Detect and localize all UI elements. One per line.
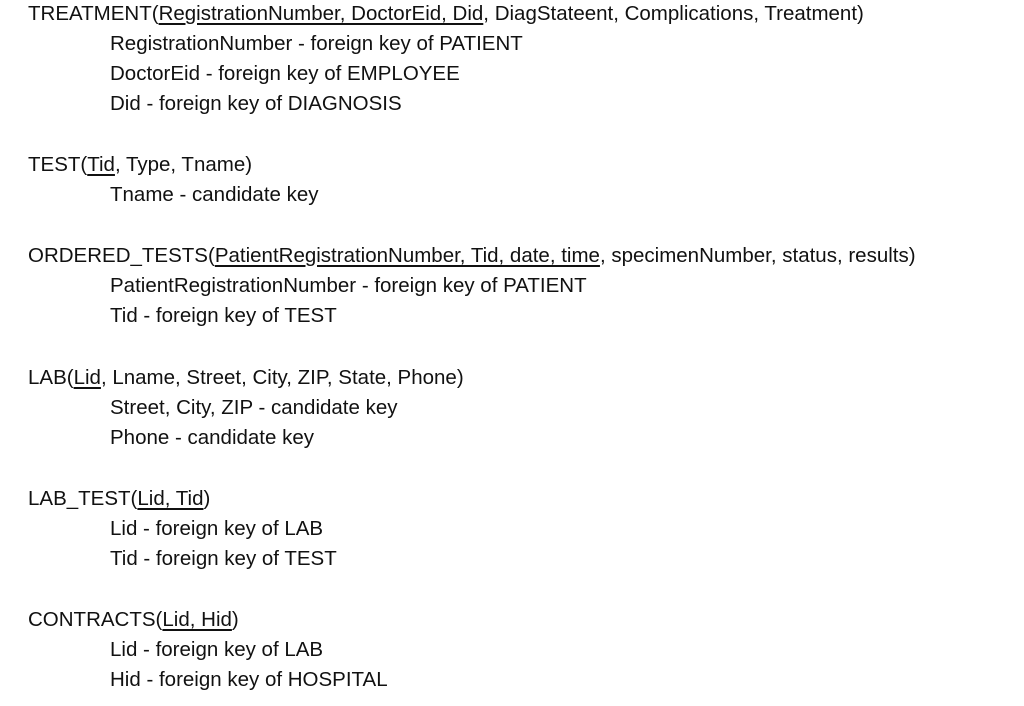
primary-key-attributes: Lid (73, 366, 101, 389)
primary-key-attributes: RegistrationNumber, DoctorEid, Did (158, 2, 484, 25)
relation-name: TREATMENT( (28, 2, 159, 25)
relation-contracts-heading (28, 606, 239, 634)
relation-name: LAB( (28, 366, 74, 389)
relation-test-heading (28, 151, 252, 179)
primary-key-attributes: Tid (87, 153, 115, 176)
other-attributes: ) (203, 487, 211, 510)
other-attributes: ) (231, 608, 239, 631)
constraint-note: Tid - foreign key of TEST (110, 304, 337, 327)
other-attributes: , DiagStateent, Complications, Treatment) (483, 2, 864, 25)
relation-lab-test-heading (28, 485, 210, 513)
relation-ordered-tests-heading (28, 242, 916, 270)
primary-key-attributes: PatientRegistrationNumber, Tid, date, time (214, 244, 600, 267)
relation-name: CONTRACTS( (28, 608, 163, 631)
constraint-note: Hid - foreign key of HOSPITAL (110, 668, 388, 691)
constraint-note: Lid - foreign key of LAB (110, 517, 324, 540)
constraint-note: PatientRegistrationNumber - foreign key of PATIENT (110, 274, 587, 297)
constraint-note: RegistrationNumber - foreign key of PATIENT (110, 32, 523, 55)
relation-treatment-heading (28, 0, 864, 28)
constraint-note: Street, City, ZIP - candidate key (110, 396, 398, 419)
other-attributes: , specimenNumber, status, results) (599, 244, 916, 267)
relation-lab-heading (28, 364, 464, 392)
primary-key-attributes: Lid, Hid (162, 608, 232, 631)
relation-name: TEST( (28, 153, 88, 176)
primary-key-attributes: Lid, Tid (137, 487, 204, 510)
constraint-note: Tname - candidate key (110, 183, 319, 206)
constraint-note: DoctorEid - foreign key of EMPLOYEE (110, 62, 460, 85)
constraint-note: Lid - foreign key of LAB (110, 638, 324, 661)
other-attributes: , Lname, Street, City, ZIP, State, Phone) (100, 366, 464, 389)
constraint-note: Did - foreign key of DIAGNOSIS (110, 92, 402, 115)
constraint-note: Tid - foreign key of TEST (110, 547, 337, 570)
relation-name: LAB_TEST( (28, 487, 138, 510)
other-attributes: , Type, Tname) (114, 153, 253, 176)
relation-name: ORDERED_TESTS( (28, 244, 215, 267)
constraint-note: Phone - candidate key (110, 426, 314, 449)
